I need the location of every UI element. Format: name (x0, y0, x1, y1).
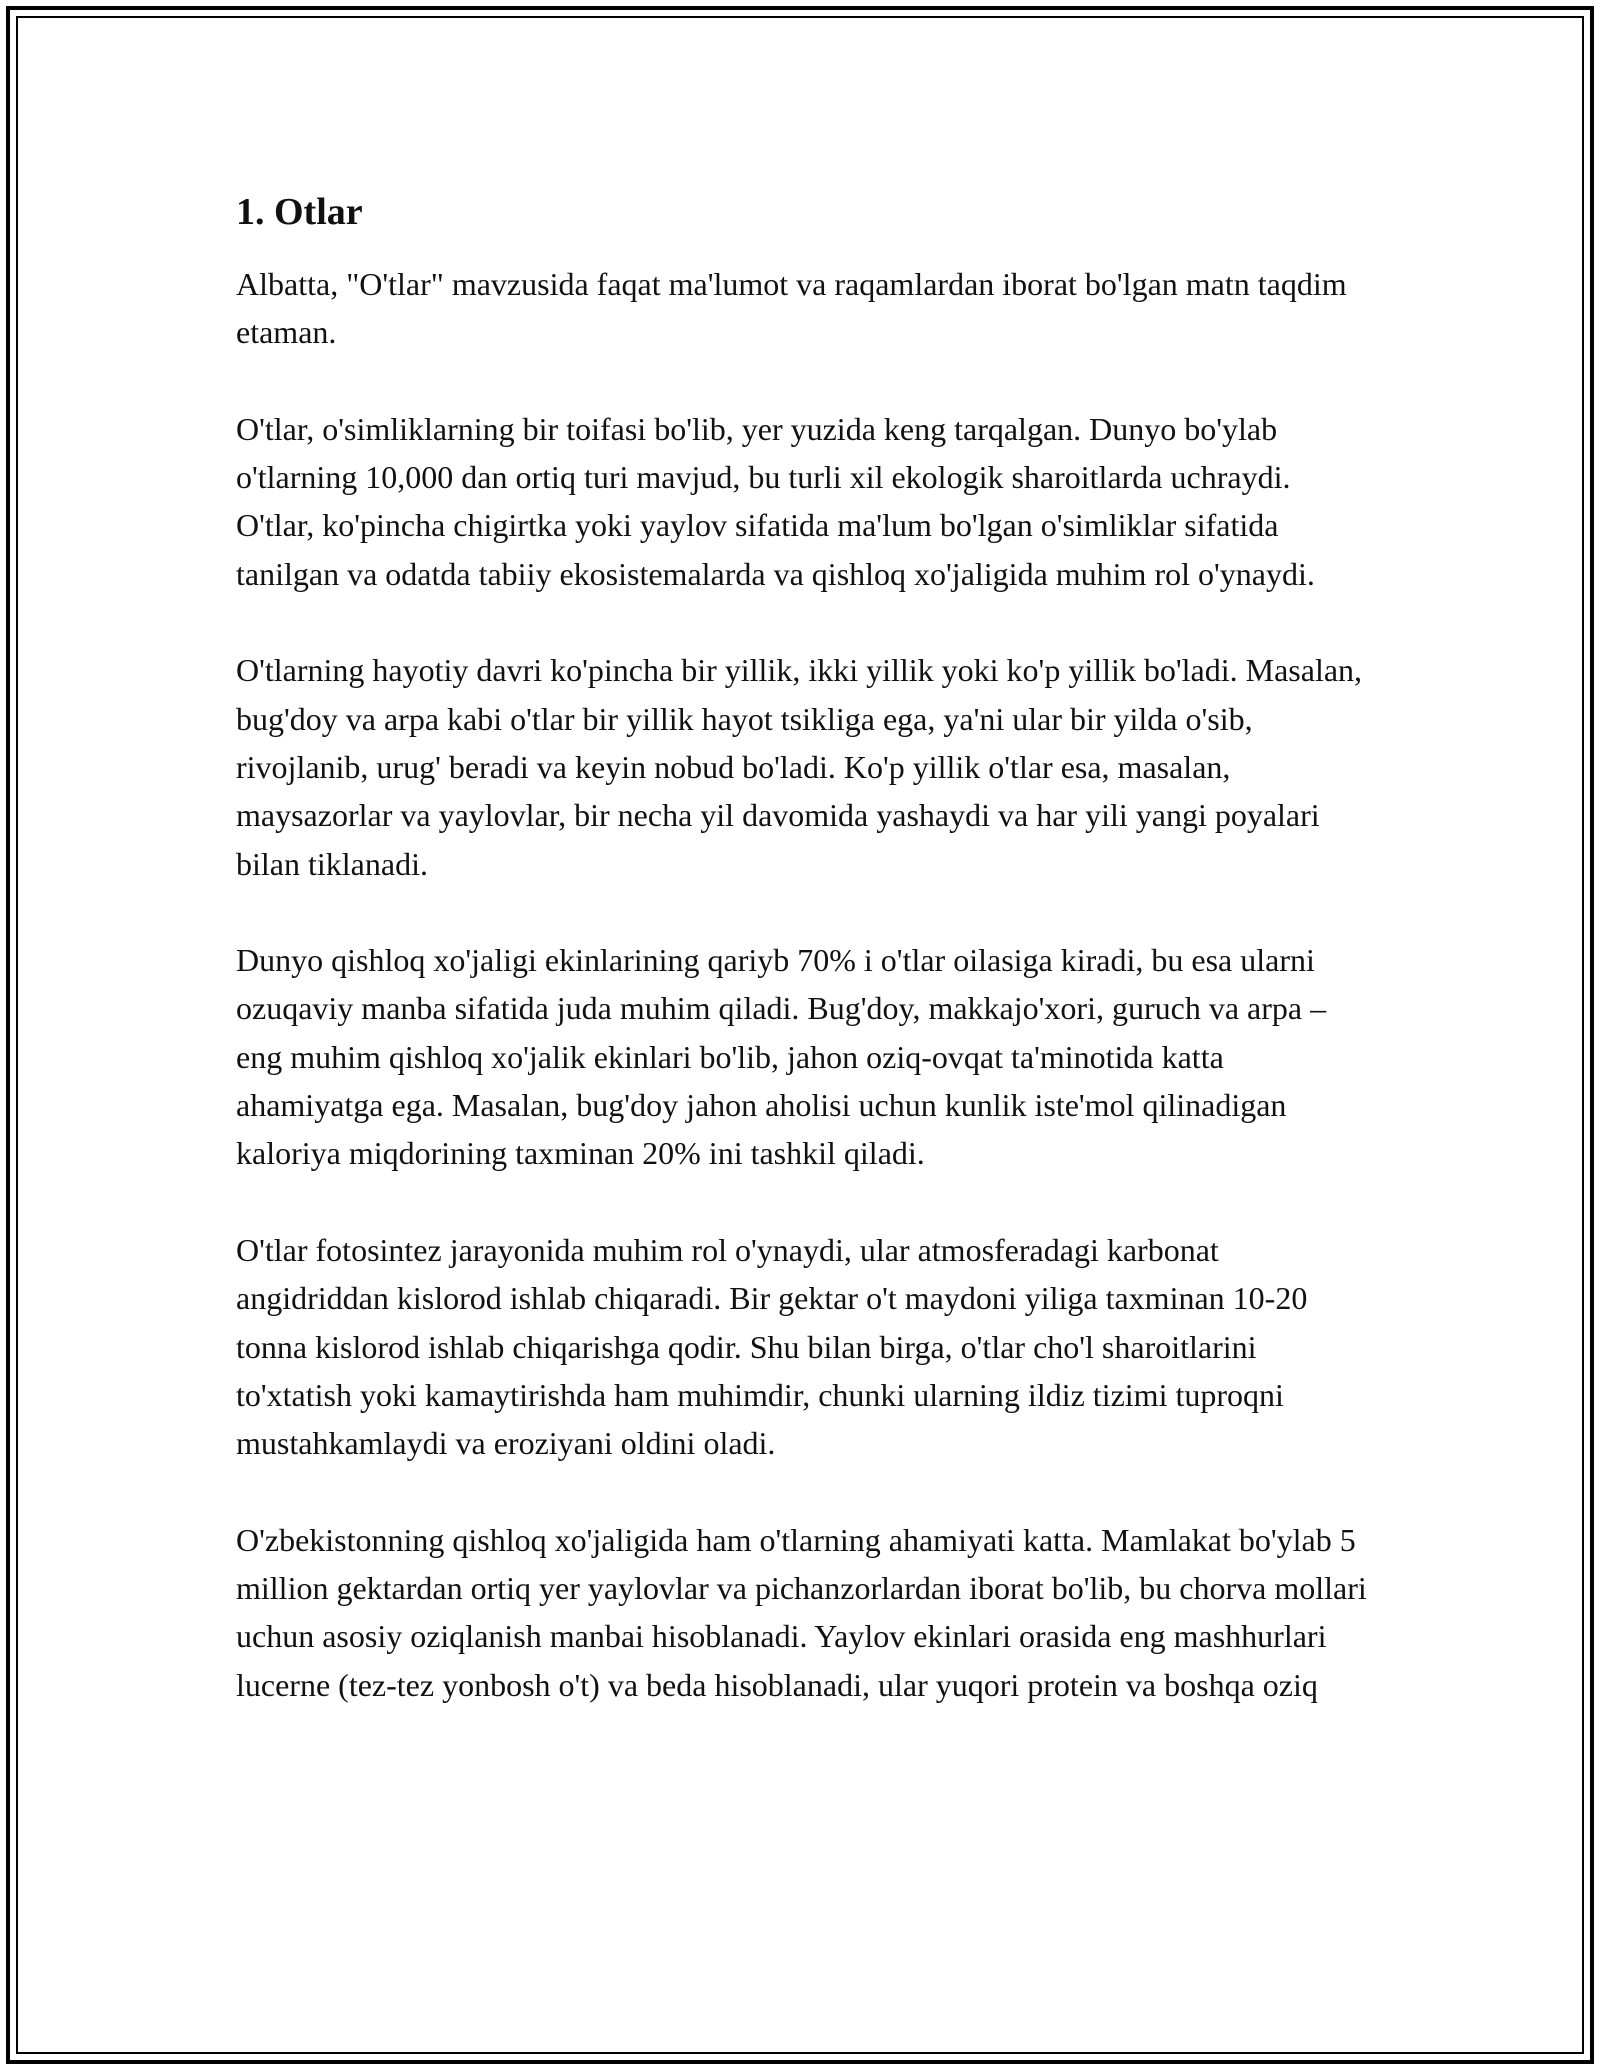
paragraph-uzbekistan: O'zbekistonning qishloq xo'jaligida ham o'tlarning ahamiyati katta. Mamlakat bo'ylab 5 million gektardan ortiq yer yaylovlar va pichanzorlardan iborat bo'lib, bu chorva mollari uchun asosiy oziqlanish manbai hisoblanadi. Yaylov ekinlari orasida eng mashhurlari lucerne (tez-tez yonbosh o't) va beda hisoblanadi, ular yuqori protein va boshqa oziq (236, 1521, 1367, 1703)
section-title: 1. Otlar (236, 191, 363, 233)
paragraph-photosynthesis: O'tlar fotosintez jarayonida muhim rol o'ynaydi, ular atmosferadagi karbonat angidriddan kislorod ishlab chiqaradi. Bir gektar o't maydoni yiliga taxminan 10-20 tonna kislorod ishlab chiqarishga qodir. Shu bilan birga, o'tlar cho'l sharoitlarini to'xtatish yoki kamaytirishda ham muhimdir, chunki ularning ildiz tizimi tuproqni mustahkamlaydi va eroziyani oldini oladi. (236, 1231, 1308, 1462)
paragraph-life-cycle: O'tlarning hayotiy davri ko'pincha bir yillik, ikki yillik yoki ko'p yillik bo'ladi. Masalan, bug'doy va arpa kabi o'tlar bir yillik hayot tsikliga ega, ya'ni ular bir yilda o'sib, rivojlanib, urug' beradi va keyin nobud bo'ladi. Ko'p yillik o'tlar esa, masalan, maysazorlar va yaylovlar, bir necha yil davomida yashaydi va har yili yangi poyalari bilan tiklanadi. (236, 652, 1363, 882)
paragraph-overview: O'tlar, o'simliklarning bir toifasi bo'lib, yer yuzida keng tarqalgan. Dunyo bo'ylab o'tlarning 10,000 dan ortiq turi mavjud, bu turli xil ekologik sharoitlarda uchraydi. O'tlar, ko'pincha chigirtka yoki yaylov sifatida ma'lum bo'lgan o'simliklar sifatida tanilgan va odatda tabiiy ekosistemalarda va qishloq xo'jaligida muhim rol o'ynaydi. (236, 410, 1315, 592)
document-body (236, 186, 1376, 1757)
paragraph-intro: Albatta, "O'tlar" mavzusida faqat ma'lumot va raqamlardan iborat bo'lgan matn taqdim etaman. (236, 266, 1347, 351)
paragraph-agriculture: Dunyo qishloq xo'jaligi ekinlarining qariyb 70% i o'tlar oilasiga kiradi, bu esa ularni ozuqaviy manba sifatida juda muhim qiladi. Bug'doy, makkajo'xori, guruch va arpa – eng muhim qishloq xo'jalik ekinlari bo'lib, jahon oziq-ovqat ta'minotida katta ahamiyatga ega. Masalan, bug'doy jahon aholisi uchun kunlik iste'mol qilinadigan kaloriya miqdorining taxminan 20% ini tashkil qiladi. (236, 942, 1327, 1172)
